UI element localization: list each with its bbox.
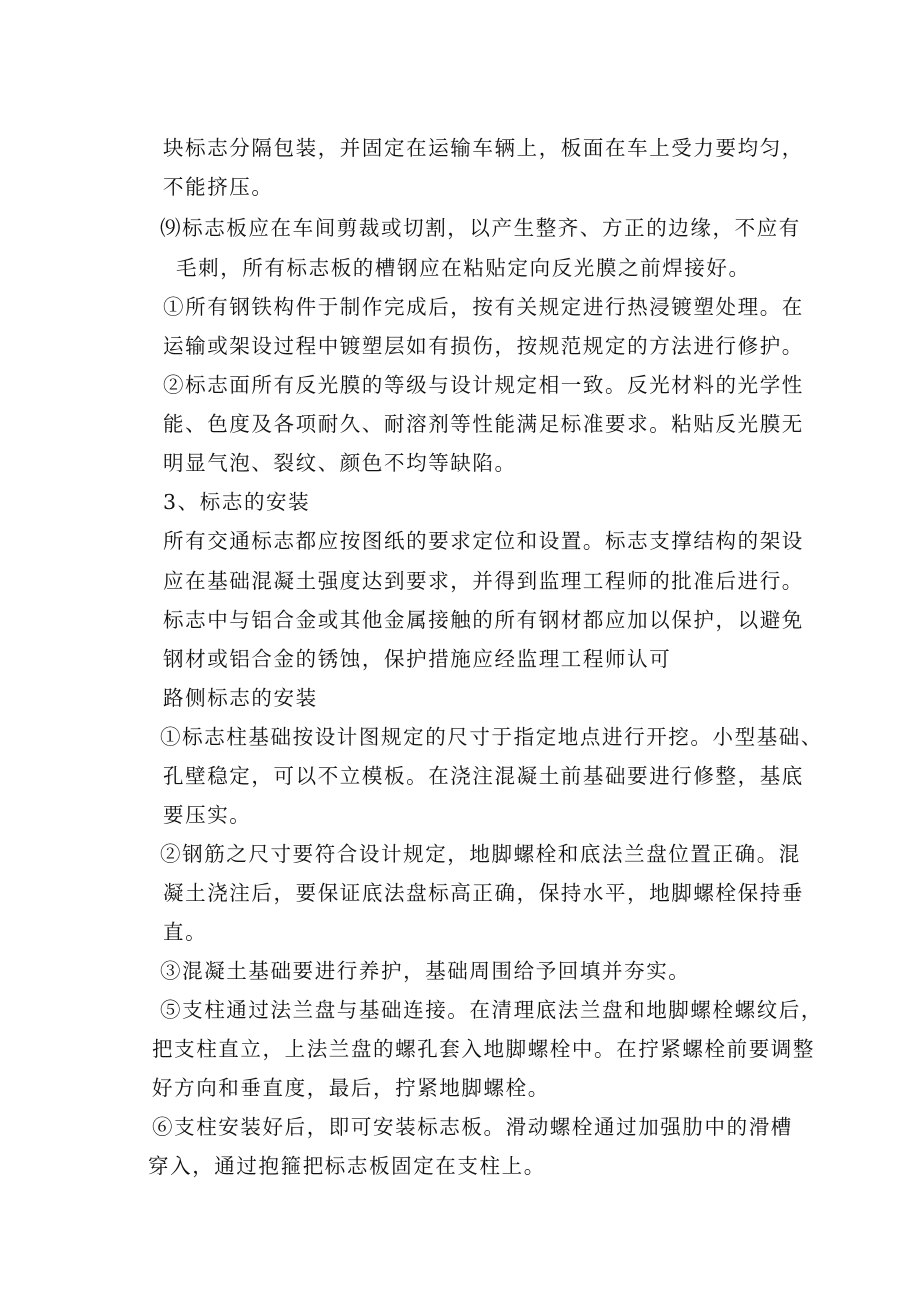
text-line: 块标志分隔包装，并固定在运输车辆上，板面在车上受力要均匀， <box>163 136 804 160</box>
text-line: ②钢筋之尺寸要符合设计规定，地脚螺栓和底法兰盘位置正确。混 <box>160 842 801 866</box>
text-line: 凝土浇注后，要保证底法盘标高正确，保持水平，地脚螺栓保持垂 <box>163 881 804 905</box>
text-line: 孔壁稳定，可以不立模板。在浇注混凝土前基础要进行修整，基底 <box>163 764 804 788</box>
text-line: 钢材或铝合金的锈蚀，保护措施应经监理工程师认可 <box>163 647 672 671</box>
text-line: 把支柱直立，上法兰盘的螺孔套入地脚螺栓中。在拧紧螺栓前要调整 <box>152 1037 815 1061</box>
text-line: 所有交通标志都应按图纸的要求定位和设置。标志支撑结构的架设 <box>163 529 804 553</box>
text-line: 明显气泡、裂纹、颜色不均等缺陷。 <box>163 451 517 475</box>
text-line: ⑼标志板应在车间剪裁或切割，以产生整齐、方正的边缘，不应有 <box>160 216 801 240</box>
text-line: 好方向和垂直度，最后，拧紧地脚螺栓。 <box>152 1076 550 1100</box>
subsection-heading: 路侧标志的安装 <box>163 686 318 710</box>
text-line: 穿入，通过抱箍把标志板固定在支柱上。 <box>148 1154 546 1178</box>
text-line: ①所有钢铁构件于制作完成后，按有关规定进行热浸镀塑处理。在 <box>163 295 804 319</box>
text-line: 不能挤压。 <box>163 175 274 199</box>
text-line: 运输或架设过程中镀塑层如有损伤，按规范规定的方法进行修护。 <box>163 334 804 358</box>
text-line: ⑥支柱安装好后，即可安装标志板。滑动螺栓通过加强肋中的滑槽 <box>152 1115 793 1139</box>
text-line: 直。 <box>163 920 208 944</box>
text-line: 能、色度及各项耐久、耐溶剂等性能满足标准要求。粘贴反光膜无 <box>163 412 804 436</box>
text-line: ②标志面所有反光膜的等级与设计规定相一致。反光材料的光学性 <box>163 373 804 397</box>
text-line: 标志中与铝合金或其他金属接触的所有钢材都应加以保护，以避免 <box>163 608 804 632</box>
section-heading: 3、标志的安装 <box>163 490 311 514</box>
text-line: 应在基础混凝土强度达到要求，并得到监理工程师的批准后进行。 <box>163 569 804 593</box>
text-line: 毛刺，所有标志板的槽钢应在粘贴定向反光膜之前焊接好。 <box>176 256 751 280</box>
text-line: 要压实。 <box>163 803 252 827</box>
text-line: ⑤支柱通过法兰盘与基础连接。在清理底法兰盘和地脚螺栓螺纹后， <box>160 998 823 1022</box>
text-line: ③混凝土基础要进行养护，基础周围给予回填并夯实。 <box>160 959 691 983</box>
text-line: ①标志柱基础按设计图规定的尺寸于指定地点进行开挖。小型基础、 <box>160 725 823 749</box>
